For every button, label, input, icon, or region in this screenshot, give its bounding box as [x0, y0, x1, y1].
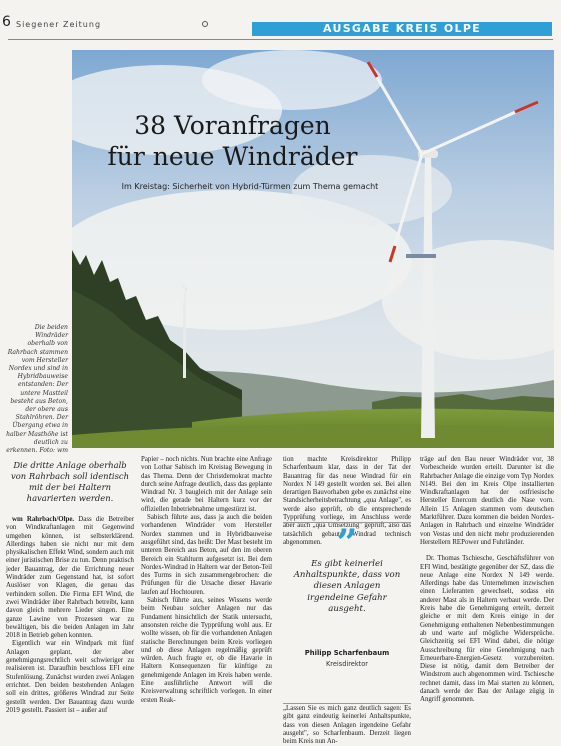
- article-column-4: [420, 456, 554, 705]
- dateline: wm Rahrbach/Olpe.: [12, 516, 75, 523]
- page-header: [0, 0, 561, 40]
- page-number: 6: [2, 14, 11, 30]
- headline-line-1: 38 Voranfragen: [134, 111, 331, 140]
- quote-author: Philipp Scharfenbaum: [304, 649, 390, 657]
- col2-paragraph-2: Sabisch führte aus, dass ja auch die beiden vorhandenen Windräder vom Hersteller Nordex stammen und in Hybridbauweise ausgeführt sind, das heißt: Der Mast besteht im unteren Bereich aus Beton, auf den im oberen Bereich ein Stahlturm aufgesetzt ist. Bei dem Nordex-Windrad in Haltern war der Beton-Teil des Turms in sich zusammengebrochen: die Prüfungen für die Ursache dieser Havarie laufen auf Hochtouren.: [141, 514, 272, 596]
- article-teaser: Die dritte Anlage oberhalb von Rahrbach soll identisch mit der bei Haltern havarierten werden.: [11, 460, 129, 503]
- article-subheadline: Im Kreistag: Sicherheit von Hybrid-Türmen zum Thema gemacht: [121, 182, 379, 191]
- photo-caption: [6, 324, 68, 455]
- col3-paragraph-2: „Lassen Sie es mich ganz deutlich sagen: Es gibt ganz eindeutig keinerlei Anhaltspunkte, dass von diesen Anlagen irgendeine Gefahr ausgeht", so Scharfenbaum. Derzeit liegen beim Kreis nun An-: [283, 705, 411, 746]
- quote-text: Es gibt keinerlei Anhaltspunkte, dass von diesen Anlagen irgendeine Gefahr ausgeht.: [293, 559, 401, 614]
- headline-line-2: für neue Windräder: [107, 142, 358, 171]
- pull-quote: [283, 522, 411, 704]
- col4-paragraph-2: Dr. Thomas Tschiesche, Geschäftsführer von EFI Wind, bestätigte gegenüber der SZ, dass die neue Anlage eine Nordex N 149 werde. Allerdings habe das Unternehmen inzwischen einen Lieferanten gewechselt, sodass ein anderer Mast als in Haltern verbaut werde. Der Kreis habe die Genehmigung erteilt, derzeit gleiche er mit dem Kreis einige in der Genehmigung enthaltenen Nebenbestimmungen ab und warte auf mögliche Widersprüche. Gleichzeitig sei EFI Wind dabei, die nötige Ausschreibung für eine Genehmigung nach Erneuerbare-Energien-Gesetz vorzubereiten. Diese ist nötig, damit dem Betreiber der Windstrom auch abgenommen wird. Tschiesche rechnet damit, dass im Mai starten zu können, danach werde der Bau der Anlage zügig in Angriff genommen.: [420, 555, 554, 704]
- photo-credit: Foto: wm: [39, 447, 68, 455]
- photo-caption-text: Die beiden Windräder oberhalb von Rahrbach stammen vom Hersteller Nordex und sind in Hybridbauweise entstanden: Der untere Mastteil besteht aus Beton, der obere aus Stahlröhren. Der Übergang etwa in halber Masthöhe ist deutlich zu erkennen.: [6, 324, 68, 455]
- col4-paragraph-1: träge auf den Bau neuer Windräder vor, 38 Vorbescheide wurden erteilt. Darunter ist die Rahrbacher Anlage die einzige vom Typ Nordex N149. Bei den im Kreis Olpe installierten Windkraftanlagen hat der ostfriesische Hersteller Enercom deutlich die Nase vorn. Allein 15 Anlagen stammen vom deutschen Marktführer. Dazu kommen die beiden Nordex-Anlagen in Rahrbach und einzelne Windräder von Vestas und den nicht mehr produzierenden Herstellern REPower und Fuhrländer.: [420, 456, 554, 546]
- paper-name: Siegener Zeitung: [16, 20, 102, 29]
- article-headline: [100, 110, 365, 172]
- quote-author-role: Kreisdirektor: [325, 660, 368, 668]
- article-column-1: [6, 516, 134, 715]
- col1-paragraph-1: Dass die Betreiber von Windkraftanlagen mit Gegenwind umgehen können, ist selbsterklärend. Allerdings haben sie nicht nur mit dem physikalischen Effekt Wind, sondern auch mit einer juristischen Brise zu tun. Denn praktisch jeder Bauantrag, der die Errichtung neuer Windräder zum Gegenstand hat, ist sofort Auslöser von Klagen, die genau das verhindern sollen. Die Firma EFI Wind, die zwei Windräder über Rahrbach betreibt, kann davon gleich mehrere Lieder singen. Eine ganze Lawine von Prozessen war zu bewältigen, bis die beiden Anlagen im Jahr 2018 in Betrieb gehen konnten.: [6, 516, 134, 640]
- col3-paragraph-1: tion machte Kreisdirektor Philipp Scharfenbaum klar, dass in der Tat der Bauantrag für das neue Windrad für ein Nordex N 149 gestellt worden sei. Bei allen derartigen Bauvorhaben gebe es zunächst eine Standsicherheitsbetrachtung „qua Anlage", es werde also geprüft, ob die entsprechende Typprüfung vorliege, im Anschluss werde aber auch „qua Umsetzung" geprüft, also das tatsächlich gebaute Windrad technisch abgenommen.: [283, 456, 411, 546]
- separator-circle-icon: [202, 21, 208, 27]
- header-rule: [8, 39, 553, 40]
- col2-paragraph-3: Sabisch führte aus, seines Wissens werde beim Neubau solcher Anlagen nur das Fundament hinsichtlich der Statik untersucht, ansonsten reiche die Typprüfung wohl aus. Er wollte wissen, ob für die vorhandenen Anlagen statische Berechnungen beim Kreis vorliegen und ob diese Anlagen regelmäßig geprüft würden. Auch fragte er, ob die Havarie in Haltern Konsequenzen für künftige zu genehmigende Anlagen im Kreis haben werde. Eine ausführliche Antwort will die Kreisverwaltung schriftlich vorlegen. In einer ersten Reak-: [141, 597, 272, 704]
- article-column-2: [141, 456, 272, 705]
- quote-mark-icon: ”: [336, 522, 358, 564]
- edition-banner: AUSGABE KREIS OLPE: [252, 22, 552, 36]
- col1-paragraph-2: Eigentlich war ein Windpark mit fünf Anlagen geplant, der aber genehmigungsrechtlich weit schwieriger zu realisieren ist. Daraufhin beschloss EFI eine Stufenlösung. Zunächst wurden zwei Anlagen errichtet. Den beiden bestehenden Anlagen soll ein drittes, größeres Windrad zur Seite gestellt werden. Der Bauantrag dazu wurde 2019 gestellt. Passiert ist – außer auf: [6, 640, 134, 714]
- col2-paragraph-1: Papier – noch nichts. Nun brachte eine Anfrage von Lothar Sabisch im Kreistag Bewegung in das Thema. Denn der Christdemokrat machte durch seine Anfrage deutlich, dass das geplante Windrad Nr. 3 baugleich mit der Anlage sein wird, die gerade bei Haltern kurz vor der offiziellen Inbetriebnahme umgestürzt ist.: [141, 456, 272, 513]
